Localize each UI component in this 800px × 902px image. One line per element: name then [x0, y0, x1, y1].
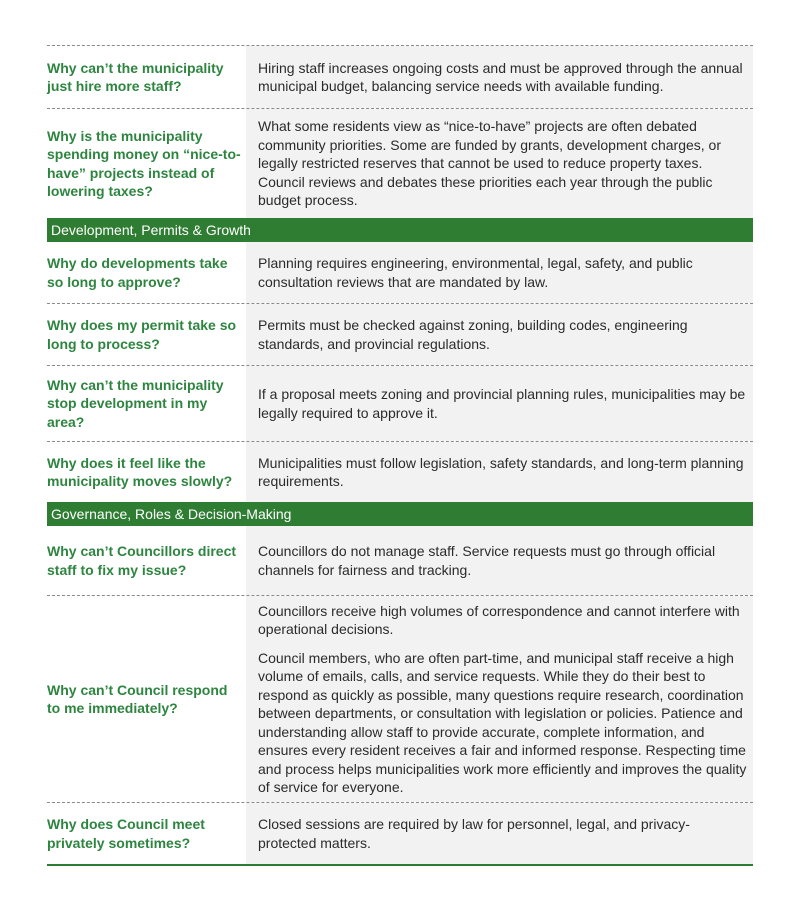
faq-answer-text: Municipalities must follow legislation, safety standards, and long-term planning requirements.	[258, 454, 744, 489]
faq-answer	[246, 366, 753, 441]
faq-answer	[246, 46, 753, 108]
faq-answer-text: Councillors do not manage staff. Service requests must go through official channels for fairness and tracking.	[258, 543, 716, 578]
section-header-governance: Governance, Roles & Decision-Making	[47, 502, 753, 526]
faq-answer-text: Council members, who are often part-time, and municipal staff receive a high volume of emails, calls, and service requests. While they do their best to respond as quickly as possible, many questions require research, coordination between departments, or consultation with legislation or policies. Patience and understanding allow staff to provide accurate, complete information, and ensures every resident receives a fair and informed response. Respecting time and process helps municipalities work more efficiently and improves the quality of service for everyone.	[258, 649, 747, 795]
faq-answer	[246, 803, 753, 864]
faq-question: Why do developments take so long to approve?	[47, 255, 228, 290]
section-header-development: Development, Permits & Growth	[47, 218, 753, 242]
faq-question: Why does it feel like the municipality moves slowly?	[47, 454, 233, 489]
faq-question: Why is the municipality spending money on “nice-to-have” projects instead of lowering taxes?	[47, 127, 241, 199]
faq-row	[47, 108, 753, 218]
faq-answer	[246, 526, 753, 595]
faq-answer-text: Closed sessions are required by law for personnel, legal, and privacy-protected matters.	[258, 816, 690, 851]
faq-row	[47, 526, 753, 595]
faq-answer-text: Hiring staff increases ongoing costs and must be approved through the annual municipal budget, balancing service needs with available funding.	[258, 59, 743, 94]
faq-answer	[246, 304, 753, 365]
faq-question: Why can’t the municipality stop development in my area?	[47, 376, 224, 430]
faq-row	[47, 802, 753, 864]
faq-answer-text: If a proposal meets zoning and provincial planning rules, municipalities may be legally required to approve it.	[258, 386, 746, 421]
faq-row	[47, 303, 753, 365]
faq-row	[47, 441, 753, 502]
faq-question: Why does my permit take so long to process?	[47, 317, 237, 352]
faq-question: Why can’t the municipality just hire more staff?	[47, 59, 224, 94]
faq-answer-text: Councillors receive high volumes of correspondence and cannot interfere with operational decisions.	[258, 602, 740, 637]
faq-row	[47, 365, 753, 441]
faq-answer-text: Permits must be checked against zoning, building codes, engineering standards, and provincial regulations.	[258, 317, 688, 352]
bottom-divider	[47, 864, 753, 866]
faq-answer	[246, 242, 753, 303]
faq-row	[47, 45, 753, 108]
faq-question: Why can’t Council respond to me immediately?	[47, 681, 228, 716]
faq-answer	[246, 596, 753, 802]
faq-answer	[246, 442, 753, 502]
faq-table	[47, 45, 753, 866]
faq-row	[47, 242, 753, 303]
faq-question: Why can’t Councillors direct staff to fix my issue?	[47, 543, 237, 578]
faq-answer	[246, 109, 753, 218]
faq-question: Why does Council meet privately sometimes?	[47, 816, 205, 851]
faq-answer-text: Planning requires engineering, environmental, legal, safety, and public consultation reviews that are mandated by law.	[258, 255, 693, 290]
faq-row	[47, 595, 753, 802]
faq-answer-text: What some residents view as “nice-to-have” projects are often debated community priorities. Some are funded by grants, development charges, or legally restricted reserves that cannot be used to reduce property taxes. Council reviews and debates these priorities each year through the public budget process.	[258, 118, 722, 209]
